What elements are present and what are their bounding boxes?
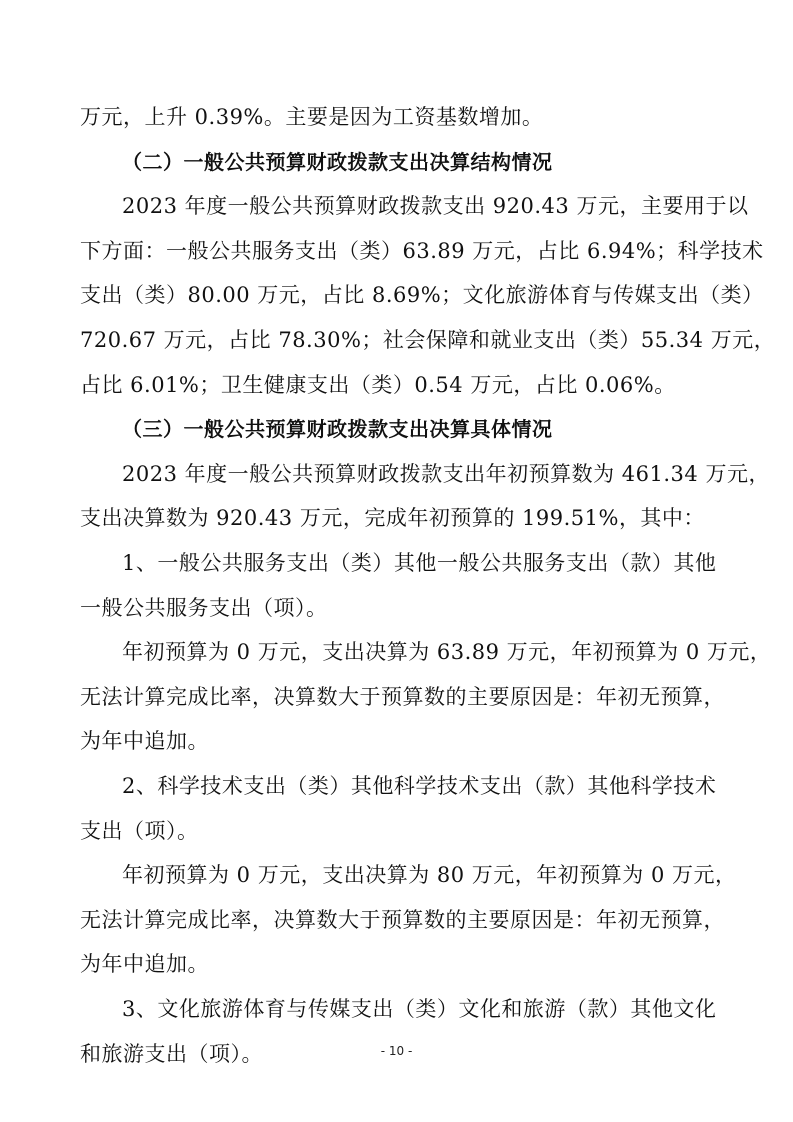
paragraph-line: 年初预算为 0 万元，支出决算为 80 万元，年初预算为 0 万元， [122, 863, 737, 887]
paragraph-line: 支出决算数为 920.43 万元，完成年初预算的 199.51%，其中： [80, 506, 705, 530]
paragraph-line: 无法计算完成比率，决算数大于预算数的主要原因是：年初无预算， [80, 685, 725, 709]
paragraph-line: 1、一般公共服务支出（类）其他一般公共服务支出（款）其他 [122, 551, 717, 575]
paragraph-line: 为年中追加。 [80, 729, 209, 753]
page-number: - 10 - [380, 1044, 413, 1058]
paragraph-line: 3、文化旅游体育与传媒支出（类）文化和旅游（款）其他文化 [122, 997, 717, 1021]
paragraph-line: 占比 6.01%；卫生健康支出（类）0.54 万元，占比 0.06%。 [80, 373, 676, 397]
paragraph-line: 支出（项）。 [80, 819, 199, 843]
section-heading: （二）一般公共预算财政拨款支出决算结构情况 [122, 150, 553, 174]
paragraph-line: 年初预算为 0 万元，支出决算为 63.89 万元，年初预算为 0 万元， [122, 640, 772, 664]
paragraph-line: 为年中追加。 [80, 952, 209, 976]
paragraph-line: 支出（类）80.00 万元，占比 8.69%；文化旅游体育与传媒支出（类） [80, 283, 764, 307]
paragraph-line: 2、科学技术支出（类）其他科学技术支出（款）其他科学技术 [122, 774, 717, 798]
paragraph-line: 720.67 万元，占比 78.30%；社会保障和就业支出（类）55.34 万元， [80, 328, 776, 352]
paragraph-line: 一般公共服务支出（项）。 [80, 596, 328, 620]
paragraph-line: 和旅游支出（项）。 [80, 1042, 263, 1066]
paragraph-line: 2023 年度一般公共预算财政拨款支出年初预算数为 461.34 万元， [122, 462, 770, 486]
paragraph-line: 2023 年度一般公共预算财政拨款支出 920.43 万元，主要用于以 [122, 194, 749, 218]
section-heading: （三）一般公共预算财政拨款支出决算具体情况 [122, 417, 553, 441]
paragraph-line: 下方面：一般公共服务支出（类）63.89 万元，占比 6.94%；科学技术 [80, 239, 764, 263]
paragraph-line: 万元，上升 0.39%。主要是因为工资基数增加。 [80, 105, 544, 129]
paragraph-line: 无法计算完成比率，决算数大于预算数的主要原因是：年初无预算， [80, 908, 725, 932]
